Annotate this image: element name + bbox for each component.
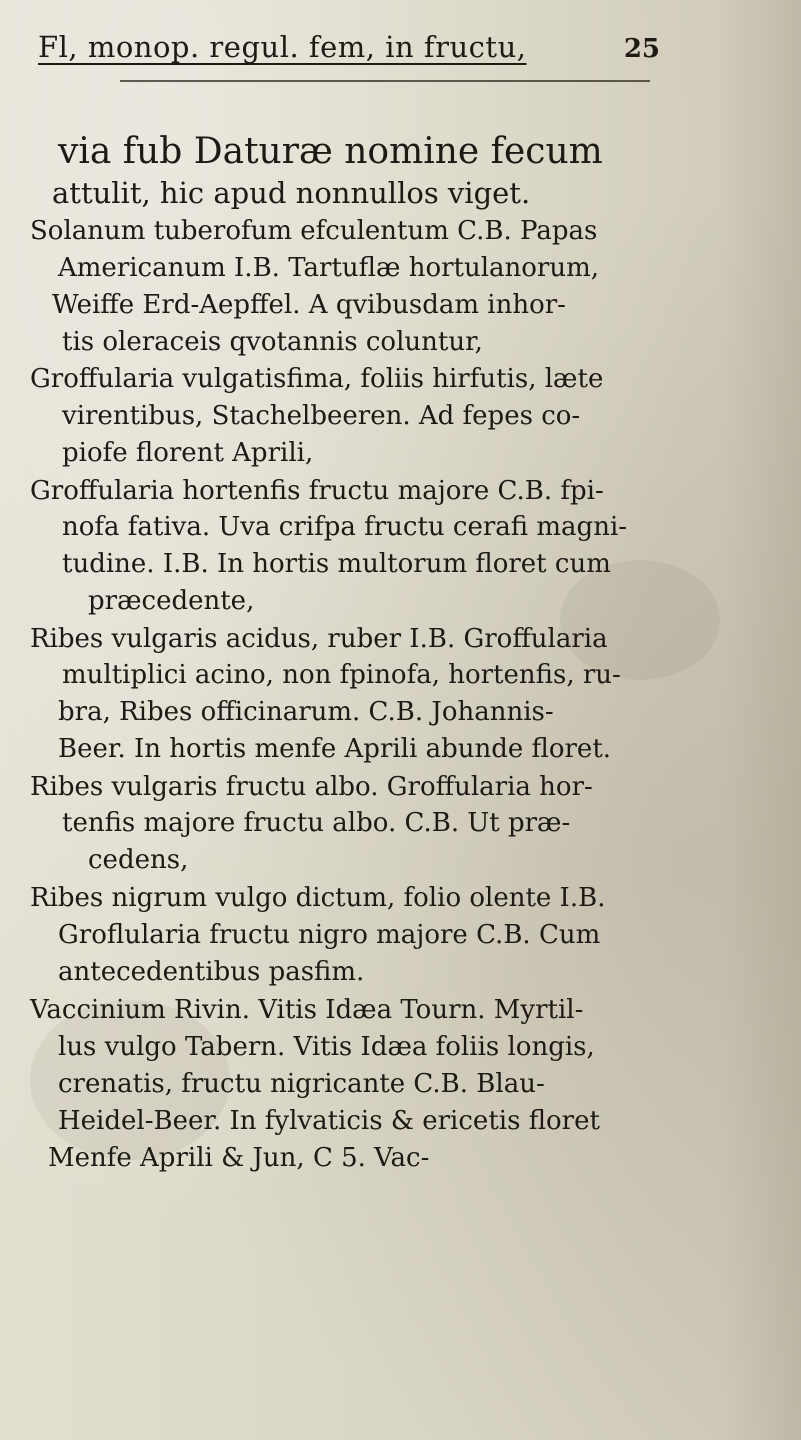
- text-line: cedens,: [88, 845, 189, 875]
- text-line: Weiffe Erd-Aepffel. A qvibusdam inhor-: [52, 290, 566, 320]
- text-line: præcedente,: [88, 586, 255, 616]
- text-line: Groflularia fructu nigro majore C.B. Cum: [58, 920, 601, 950]
- text-line: bra, Ribes officinarum. C.B. Johannis-: [58, 697, 554, 727]
- text-line: Groffularia hortenfis fructu majore C.B. fpi-: [30, 476, 604, 506]
- text-line: Beer. In hortis menfe Aprili abunde floret.: [58, 734, 612, 764]
- text-line: Ribes vulgaris fructu albo. Groffularia hor-: [30, 772, 593, 802]
- text-line: Menfe Aprili & Jun, C 5. Vac-: [48, 1143, 430, 1173]
- page-header: [38, 10, 678, 70]
- text-line: Americanum I.B. Tartuflæ hortulanorum,: [58, 253, 600, 283]
- text-line: nofa fativa. Uva crifpa fructu cerafi magni-: [62, 512, 628, 542]
- text-line: Vaccinium Rivin. Vitis Idæa Tourn. Myrtil-: [30, 995, 584, 1025]
- text-line: virentibus, Stachelbeeren. Ad fepes co-: [62, 401, 581, 431]
- text-line: multiplici acino, non fpinofa, hortenfis, ru-: [62, 660, 621, 690]
- text-line: attulit, hic apud nonnullos viget.: [52, 176, 531, 210]
- text-line: Solanum tuberofum efculentum C.B. Papas: [30, 216, 598, 246]
- header-rule: [120, 80, 650, 82]
- running-head: Fl, monop. regul. fem, in fructu,: [38, 30, 527, 64]
- text-line: crenatis, fructu nigricante C.B. Blau-: [58, 1069, 545, 1099]
- text-line: antecedentibus pasfim.: [58, 957, 365, 987]
- text-line: piofe florent Aprili,: [62, 438, 314, 468]
- text-line: Ribes nigrum vulgo dictum, folio olente I.B.: [30, 883, 606, 913]
- text-line: tudine. I.B. In hortis multorum floret cum: [62, 549, 611, 579]
- text-line: via fub Daturæ nomine fecum: [58, 131, 603, 172]
- page-number: 25: [623, 34, 660, 64]
- text-line: tenfis majore fructu albo. C.B. Ut præ-: [62, 808, 571, 838]
- text-line: Groffularia vulgatisfima, foliis hirfutis, læte: [30, 364, 604, 394]
- text-line: Heidel-Beer. In fylvaticis & ericetis floret: [58, 1106, 600, 1136]
- text-line: tis oleraceis qvotannis coluntur,: [62, 327, 483, 357]
- text-line: Ribes vulgaris acidus, ruber I.B. Groffularia: [30, 624, 608, 654]
- text-line: lus vulgo Tabern. Vitis Idæa foliis longis,: [58, 1032, 595, 1062]
- page-gutter-shadow: [720, 0, 801, 1440]
